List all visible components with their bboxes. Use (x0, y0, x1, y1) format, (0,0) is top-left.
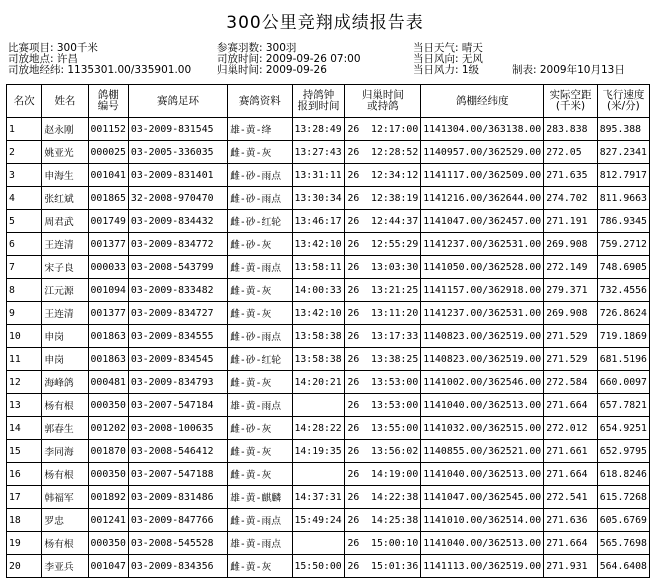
cell-return-time: 26 14:22:38 (345, 486, 421, 509)
cell-coords: 1141117.00/362509.00 (421, 164, 544, 187)
meta-wind-direction: 当日风向: 无风 (413, 53, 483, 65)
cell-name: 韩福军 (42, 486, 88, 509)
cell-rank: 7 (7, 256, 42, 279)
table-row (7, 325, 650, 348)
cell-coords: 1140823.00/362519.00 (421, 348, 544, 371)
cell-distance: 269.908 (544, 302, 598, 325)
cell-clock-time: 13:46:17 (292, 210, 345, 233)
cell-distance: 271.529 (544, 325, 598, 348)
meta-event: 比赛项目: 300千米 (8, 42, 98, 54)
cell-loft-id: 001863 (88, 348, 128, 371)
cell-speed: 748.6905 (597, 256, 649, 279)
cell-rank: 17 (7, 486, 42, 509)
cell-bird-info: 雌-砂-红轮 (228, 210, 292, 233)
cell-name: 张红斌 (42, 187, 88, 210)
cell-name: 王连清 (42, 233, 88, 256)
cell-clock-time: 14:00:33 (292, 279, 345, 302)
cell-clock-time (292, 463, 345, 486)
cell-rank: 4 (7, 187, 42, 210)
cell-bird-info: 雌-黄-灰 (228, 141, 292, 164)
cell-ring: 03-2008-545528 (128, 532, 227, 555)
cell-speed: 759.2712 (597, 233, 649, 256)
header-speed: 飞行速度 (米/分) (597, 85, 649, 118)
cell-speed: 786.9345 (597, 210, 649, 233)
cell-clock-time: 13:42:10 (292, 302, 345, 325)
table-row (7, 256, 650, 279)
header-loft-id: 鸽棚 编号 (88, 85, 128, 118)
cell-ring: 03-2009-831401 (128, 164, 227, 187)
cell-loft-id: 000033 (88, 256, 128, 279)
cell-distance: 272.584 (544, 371, 598, 394)
cell-ring: 03-2009-847766 (128, 509, 227, 532)
cell-coords: 1141237.00/362531.00 (421, 233, 544, 256)
cell-loft-id: 001870 (88, 440, 128, 463)
table-row (7, 555, 650, 578)
cell-speed: 827.2341 (597, 141, 649, 164)
cell-clock-time: 13:42:10 (292, 233, 345, 256)
cell-distance: 279.371 (544, 279, 598, 302)
cell-speed: 654.9251 (597, 417, 649, 440)
meta-return-date: 归巢时间: 2009-09-26 (217, 64, 327, 76)
cell-distance: 271.635 (544, 164, 598, 187)
cell-loft-id: 000025 (88, 141, 128, 164)
cell-return-time: 26 13:55:00 (345, 417, 421, 440)
cell-return-time: 26 15:00:10 (345, 532, 421, 555)
cell-rank: 12 (7, 371, 42, 394)
cell-return-time: 26 13:21:25 (345, 279, 421, 302)
cell-coords: 1140823.00/362519.00 (421, 325, 544, 348)
cell-distance: 271.931 (544, 555, 598, 578)
table-row (7, 463, 650, 486)
cell-clock-time: 13:27:43 (292, 141, 345, 164)
cell-name: 海峰鸽 (42, 371, 88, 394)
cell-distance: 271.664 (544, 463, 598, 486)
cell-bird-info: 雌-黄-灰 (228, 463, 292, 486)
cell-coords: 1141113.00/362519.00 (421, 555, 544, 578)
cell-return-time: 26 14:19:00 (345, 463, 421, 486)
cell-speed: 895.388 (597, 118, 649, 141)
cell-loft-id: 001041 (88, 164, 128, 187)
table-row (7, 486, 650, 509)
cell-ring: 03-2008-543799 (128, 256, 227, 279)
cell-rank: 9 (7, 302, 42, 325)
cell-clock-time: 13:58:38 (292, 325, 345, 348)
cell-rank: 5 (7, 210, 42, 233)
cell-distance: 271.664 (544, 394, 598, 417)
cell-loft-id: 001047 (88, 555, 128, 578)
table-row (7, 164, 650, 187)
cell-name: 郭春生 (42, 417, 88, 440)
table-row (7, 394, 650, 417)
cell-clock-time: 14:28:22 (292, 417, 345, 440)
cell-name: 江元源 (42, 279, 88, 302)
cell-coords: 1141050.00/362528.00 (421, 256, 544, 279)
cell-coords: 1141040.00/362513.00 (421, 394, 544, 417)
cell-ring: 03-2007-547188 (128, 463, 227, 486)
meta-release-coords: 司放地经纬: 1135301.00/335901.00 (8, 64, 192, 76)
cell-return-time: 26 15:01:36 (345, 555, 421, 578)
cell-return-time: 26 12:28:52 (345, 141, 421, 164)
cell-loft-id: 000350 (88, 394, 128, 417)
meta-release-place: 司放地点: 许昌 (8, 53, 78, 65)
cell-ring: 03-2008-100635 (128, 417, 227, 440)
cell-name: 杨有根 (42, 394, 88, 417)
cell-loft-id: 000350 (88, 532, 128, 555)
cell-rank: 8 (7, 279, 42, 302)
cell-return-time: 26 13:17:33 (345, 325, 421, 348)
meta-made-date: 制表: 2009年10月13日 (512, 64, 625, 76)
cell-distance: 271.664 (544, 532, 598, 555)
cell-clock-time: 14:20:21 (292, 371, 345, 394)
table-row (7, 371, 650, 394)
cell-loft-id: 001892 (88, 486, 128, 509)
cell-coords: 1141010.00/362514.00 (421, 509, 544, 532)
cell-bird-info: 雌-砂-雨点 (228, 164, 292, 187)
cell-bird-info: 雌-砂-雨点 (228, 187, 292, 210)
cell-rank: 3 (7, 164, 42, 187)
cell-ring: 03-2007-547184 (128, 394, 227, 417)
cell-coords: 1141047.00/362545.00 (421, 486, 544, 509)
cell-return-time: 26 12:38:19 (345, 187, 421, 210)
cell-distance: 272.149 (544, 256, 598, 279)
report-title: 300公里竞翔成绩报告表 (226, 13, 424, 33)
cell-loft-id: 001749 (88, 210, 128, 233)
cell-bird-info: 雌-砂-红轮 (228, 348, 292, 371)
table-row (7, 532, 650, 555)
cell-ring: 03-2009-833482 (128, 279, 227, 302)
cell-coords: 1141040.00/362513.00 (421, 532, 544, 555)
meta-col-3 (413, 43, 483, 76)
cell-loft-id: 001865 (88, 187, 128, 210)
cell-rank: 20 (7, 555, 42, 578)
cell-coords: 1141032.00/362515.00 (421, 417, 544, 440)
cell-loft-id: 000481 (88, 371, 128, 394)
cell-loft-id: 001241 (88, 509, 128, 532)
cell-bird-info: 雌-黄-灰 (228, 371, 292, 394)
cell-bird-info: 雄-黄-雨点 (228, 532, 292, 555)
table-row (7, 509, 650, 532)
cell-clock-time: 13:58:38 (292, 348, 345, 371)
table-body (7, 118, 650, 578)
cell-speed: 618.8246 (597, 463, 649, 486)
cell-name: 申岗 (42, 325, 88, 348)
cell-return-time: 26 13:53:00 (345, 371, 421, 394)
cell-loft-id: 001152 (88, 118, 128, 141)
cell-bird-info: 雌-砂-灰 (228, 233, 292, 256)
cell-bird-info: 雌-黄-灰 (228, 279, 292, 302)
cell-speed: 565.7698 (597, 532, 649, 555)
cell-ring: 03-2009-834793 (128, 371, 227, 394)
cell-return-time: 26 12:55:29 (345, 233, 421, 256)
cell-bird-info: 雄-黄-绛 (228, 118, 292, 141)
cell-coords: 1141040.00/362513.00 (421, 463, 544, 486)
cell-rank: 16 (7, 463, 42, 486)
cell-distance: 272.541 (544, 486, 598, 509)
cell-distance: 272.012 (544, 417, 598, 440)
cell-loft-id: 001202 (88, 417, 128, 440)
cell-ring: 03-2008-546412 (128, 440, 227, 463)
cell-clock-time (292, 394, 345, 417)
cell-return-time: 26 13:03:30 (345, 256, 421, 279)
cell-ring: 03-2009-831486 (128, 486, 227, 509)
cell-bird-info: 雌-黄-雨点 (228, 256, 292, 279)
table-header-row (7, 85, 650, 118)
cell-distance: 271.191 (544, 210, 598, 233)
cell-ring: 03-2009-834727 (128, 302, 227, 325)
cell-rank: 19 (7, 532, 42, 555)
cell-return-time: 26 13:53:00 (345, 394, 421, 417)
header-ring: 赛鸽足环 (128, 85, 227, 118)
table-row (7, 187, 650, 210)
cell-distance: 283.838 (544, 118, 598, 141)
cell-bird-info: 雄-黄-雨点 (228, 394, 292, 417)
cell-rank: 15 (7, 440, 42, 463)
cell-speed: 652.9795 (597, 440, 649, 463)
cell-coords: 1140855.00/362521.00 (421, 440, 544, 463)
cell-speed: 660.0097 (597, 371, 649, 394)
meta-col-2 (217, 43, 361, 76)
cell-rank: 13 (7, 394, 42, 417)
cell-bird-info: 雌-砂-雨点 (228, 325, 292, 348)
cell-coords: 1141216.00/362644.00 (421, 187, 544, 210)
cell-loft-id: 000350 (88, 463, 128, 486)
cell-return-time: 26 12:17:00 (345, 118, 421, 141)
cell-distance: 271.636 (544, 509, 598, 532)
cell-coords: 1141047.00/362457.00 (421, 210, 544, 233)
cell-clock-time: 13:58:11 (292, 256, 345, 279)
meta-entries: 参赛羽数: 300羽 (217, 42, 297, 54)
cell-name: 赵永刚 (42, 118, 88, 141)
results-table (6, 84, 650, 578)
meta-release-time: 司放时间: 2009-09-26 07:00 (217, 53, 361, 65)
cell-loft-id: 001863 (88, 325, 128, 348)
cell-clock-time: 13:30:34 (292, 187, 345, 210)
cell-ring: 03-2009-831545 (128, 118, 227, 141)
cell-ring: 03-2009-834432 (128, 210, 227, 233)
cell-rank: 10 (7, 325, 42, 348)
header-name: 姓名 (42, 85, 88, 118)
cell-name: 申海生 (42, 164, 88, 187)
cell-name: 李同海 (42, 440, 88, 463)
cell-coords: 1140957.00/362529.00 (421, 141, 544, 164)
cell-clock-time: 14:37:31 (292, 486, 345, 509)
table-row (7, 348, 650, 371)
cell-bird-info: 雌-黄-灰 (228, 440, 292, 463)
cell-bird-info: 雌-黄-灰 (228, 555, 292, 578)
cell-clock-time: 15:49:24 (292, 509, 345, 532)
header-rank: 名次 (7, 85, 42, 118)
cell-rank: 14 (7, 417, 42, 440)
header-coords: 鸽棚经纬度 (421, 85, 544, 118)
cell-distance: 271.661 (544, 440, 598, 463)
cell-rank: 11 (7, 348, 42, 371)
cell-return-time: 26 14:25:38 (345, 509, 421, 532)
cell-name: 宋子良 (42, 256, 88, 279)
table-row (7, 210, 650, 233)
cell-speed: 811.9663 (597, 187, 649, 210)
cell-ring: 03-2009-834356 (128, 555, 227, 578)
table-row (7, 440, 650, 463)
cell-rank: 1 (7, 118, 42, 141)
cell-return-time: 26 12:34:12 (345, 164, 421, 187)
cell-ring: 03-2009-834545 (128, 348, 227, 371)
cell-clock-time: 13:28:49 (292, 118, 345, 141)
cell-return-time: 26 13:11:20 (345, 302, 421, 325)
cell-coords: 1141002.00/362546.00 (421, 371, 544, 394)
cell-loft-id: 001377 (88, 302, 128, 325)
cell-distance: 269.908 (544, 233, 598, 256)
table-row (7, 302, 650, 325)
table-row (7, 141, 650, 164)
header-bird-info: 赛鸽资料 (228, 85, 292, 118)
cell-speed: 657.7821 (597, 394, 649, 417)
cell-return-time: 26 13:56:02 (345, 440, 421, 463)
cell-name: 李亚兵 (42, 555, 88, 578)
cell-speed: 726.8624 (597, 302, 649, 325)
cell-speed: 681.5196 (597, 348, 649, 371)
table-row (7, 118, 650, 141)
cell-speed: 812.7917 (597, 164, 649, 187)
cell-speed: 615.7268 (597, 486, 649, 509)
cell-coords: 1141157.00/362918.00 (421, 279, 544, 302)
cell-distance: 274.702 (544, 187, 598, 210)
cell-rank: 2 (7, 141, 42, 164)
cell-name: 王连清 (42, 302, 88, 325)
cell-return-time: 26 12:44:37 (345, 210, 421, 233)
cell-clock-time: 15:50:00 (292, 555, 345, 578)
cell-coords: 1141304.00/363138.00 (421, 118, 544, 141)
meta-weather: 当日天气: 晴天 (413, 42, 483, 54)
table-row (7, 233, 650, 256)
cell-speed: 564.6408 (597, 555, 649, 578)
cell-bird-info: 雌-黄-灰 (228, 302, 292, 325)
cell-clock-time: 13:31:11 (292, 164, 345, 187)
cell-clock-time (292, 532, 345, 555)
cell-return-time: 26 13:38:25 (345, 348, 421, 371)
meta-wind-force: 当日风力: 1级 (413, 64, 480, 76)
cell-name: 罗忠 (42, 509, 88, 532)
cell-distance: 272.05 (544, 141, 598, 164)
cell-name: 杨有根 (42, 532, 88, 555)
cell-rank: 18 (7, 509, 42, 532)
table-row (7, 417, 650, 440)
cell-name: 姚亚光 (42, 141, 88, 164)
cell-clock-time: 14:19:35 (292, 440, 345, 463)
cell-name: 周君武 (42, 210, 88, 233)
meta-col-1 (8, 43, 191, 76)
header-clock-time: 持鸽钟 报到时间 (292, 85, 345, 118)
cell-loft-id: 001377 (88, 233, 128, 256)
cell-speed: 732.4556 (597, 279, 649, 302)
cell-coords: 1141237.00/362531.00 (421, 302, 544, 325)
cell-ring: 32-2008-970470 (128, 187, 227, 210)
cell-rank: 6 (7, 233, 42, 256)
cell-bird-info: 雌-砂-灰 (228, 417, 292, 440)
header-distance: 实际空距 (千米) (544, 85, 598, 118)
cell-bird-info: 雌-黄-雨点 (228, 509, 292, 532)
cell-name: 申岗 (42, 348, 88, 371)
cell-speed: 605.6769 (597, 509, 649, 532)
header-return-time: 归巢时间 或持鸽 (345, 85, 421, 118)
cell-bird-info: 雄-黄-麒麟 (228, 486, 292, 509)
cell-name: 杨有根 (42, 463, 88, 486)
cell-ring: 03-2009-834555 (128, 325, 227, 348)
cell-speed: 719.1869 (597, 325, 649, 348)
cell-ring: 03-2005-336035 (128, 141, 227, 164)
cell-distance: 271.529 (544, 348, 598, 371)
cell-loft-id: 001094 (88, 279, 128, 302)
table-row (7, 279, 650, 302)
cell-ring: 03-2009-834772 (128, 233, 227, 256)
